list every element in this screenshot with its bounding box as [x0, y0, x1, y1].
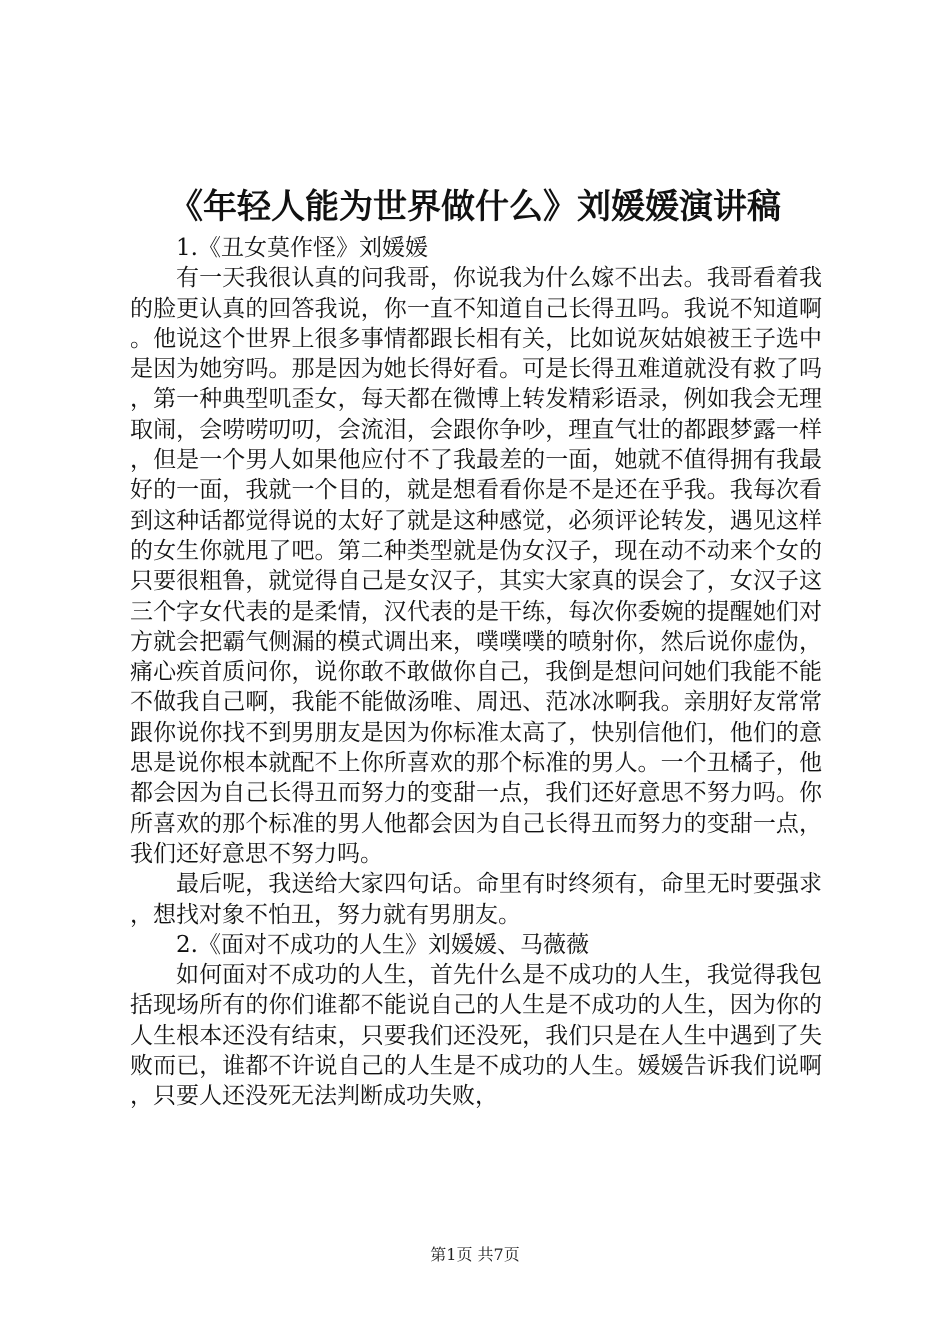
page-number-footer: 第1页 共7页 — [430, 1245, 520, 1264]
document-body — [130, 233, 822, 1112]
paragraph-1: 有一天我很认真的问我哥，你说我为什么嫁不出去。我哥看着我的脸更认真的回答我说，你一直不知道自己长得丑吗。我说不知道啊。他说这个世界上很多事情都跟长相有关，比如说灰姑娘被王子选中是因为她穷吗。那是因为她长得好看。可是长得丑难道就没有救了吗，第一种典型叽歪女，每天都在微博上转发精彩语录，例如我会无理取闹，会唠唠叨叨，会流泪，会跟你争吵，理直气壮的都跟梦露一样，但是一个男人如果他应付不了我最差的一面，她就不值得拥有我最好的一面，我就一个目的，就是想看看你是不是还在乎我。我每次看到这种话都觉得说的太好了就是这种感觉，必须评论转发，遇见这样的女生你就甩了吧。第二种类型就是伪女汉子，现在动不动来个女的只要很粗鲁，就觉得自己是女汉子，其实大家真的误会了，女汉子这三个字女代表的是柔情，汉代表的是干练，每次你委婉的提醒她们对方就会把霸气侧漏的模式调出来，噗噗噗的喷射你，然后说你虚伪，痛心疾首质问你，说你敢不敢做你自己，我倒是想问问她们我能不能不做我自己啊，我能不能做汤唯、周迅、范冰冰啊我。亲朋好友常常跟你说你找不到男朋友是因为你标准太高了，快别信他们，他们的意思是说你根本就配不上你所喜欢的那个标准的男人。一个丑橘子，他都会因为自己长得丑而努力的变甜一点，我们还好意思不努力吗。你所喜欢的那个标准的男人他都会因为自己长得丑而努力的变甜一点，我们还好意思不努力吗。 — [130, 265, 822, 867]
paragraph-3: 如何面对不成功的人生，首先什么是不成功的人生，我觉得我包括现场所有的你们谁都不能说自己的人生是不成功的人生，因为你的人生根本还没有结束，只要我们还没死，我们只是在人生中遇到了失败而已，谁都不许说自己的人生是不成功的人生。媛媛告诉我们说啊，只要人还没死无法判断成功失败， — [130, 962, 822, 1110]
paragraph-2: 最后呢，我送给大家四句话。命里有时终须有，命里无时要强求，想找对象不怕丑，努力就有男朋友。 — [130, 871, 822, 928]
section-heading-1: 1.《丑女莫作怪》刘媛媛 — [176, 235, 428, 261]
document-title: 《年轻人能为世界做什么》刘媛媛演讲稿 — [169, 187, 781, 227]
section-heading-2: 2.《面对不成功的人生》刘媛媛、马薇薇 — [176, 931, 589, 958]
